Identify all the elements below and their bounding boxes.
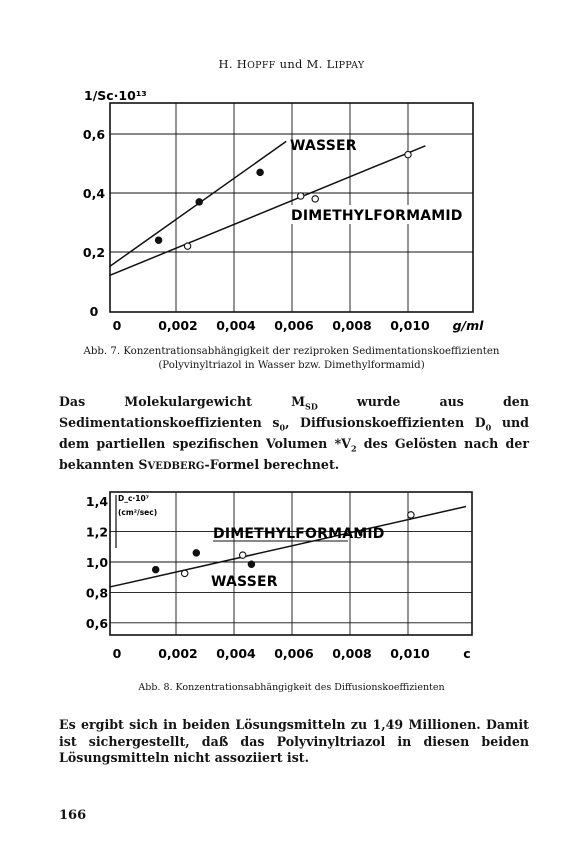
data-point-dimethylformamid — [312, 196, 318, 202]
data-point-wasser — [248, 561, 254, 567]
x-tick-label: 0,002 — [158, 646, 198, 661]
x-tick-label: 0,006 — [274, 646, 314, 661]
x-axis-label: c — [463, 646, 471, 661]
data-point-wasser — [193, 550, 199, 556]
y-axis-label: D_c·10⁷ — [118, 494, 149, 503]
paragraph-1: Das Molekulargewicht $M_{SD}$ wurde aus den Sedimentationskoeffizienten $s_0$, Diffusionskoeffizienten $D_0$ und dem partiellen spezifischen Volumen $*V_2$ des Gelösten nach der bekannten SVEDBERG-Formel berechnet. — [59, 394, 529, 473]
figure-7-caption-line2: (Polyvinyltriazol in Wasser bzw. Dimethylformamid) — [158, 360, 425, 371]
y-tick-label: 0,8 — [85, 585, 109, 601]
paragraph-2: Es ergibt sich in beiden Lösungsmitteln zu 1,49 Millionen. Damit ist sichergestellt, daß das Polyvinyltriazol in diesen beiden Lösungsmitteln nicht assoziiert ist. — [59, 717, 529, 766]
series-label-dimethylformamid: DIMETHYLFORMAMID — [291, 208, 463, 224]
y-tick-label: 1,4 — [85, 494, 109, 510]
x-tick-label: 0 — [112, 318, 122, 333]
figure-7-caption-line1: Abb. 7. Konzentrationsabhängigkeit der reziproken Sedimentationskoeffizienten — [83, 346, 500, 357]
y-tick-label: 1,2 — [85, 524, 109, 540]
y-axis-label: 1/Sc·10¹³ — [84, 88, 147, 103]
y-tick-label: 1,0 — [85, 555, 109, 570]
x-tick-label: 0,010 — [390, 646, 430, 661]
figure-8-plot — [86, 492, 472, 661]
x-tick-label: 0,008 — [332, 318, 372, 333]
x-tick-label: 0,004 — [216, 318, 256, 333]
data-point-wasser — [196, 199, 202, 205]
y-axis-unit: (cm²/sec) — [118, 508, 158, 517]
x-tick-label: 0,004 — [216, 646, 256, 661]
series-label-wasser: WASSER — [211, 574, 278, 590]
y-tick-label: 0,6 — [85, 615, 109, 631]
x-tick-label: 0 — [112, 646, 122, 661]
x-tick-label: 0,008 — [332, 646, 372, 661]
data-point-wasser — [257, 169, 263, 175]
page-number: 166 — [59, 808, 87, 823]
figure-8-caption: Abb. 8. Konzentrationsabhängigkeit des Diffusionskoeffizienten — [138, 682, 445, 693]
data-point-dimethylformamid — [408, 512, 414, 518]
data-point-wasser — [153, 566, 159, 572]
y-tick-label: 0,4 — [82, 186, 106, 201]
y-tick-label: 0,2 — [82, 245, 106, 260]
data-point-dimethylformamid — [184, 243, 190, 249]
x-tick-label: 0,006 — [274, 318, 314, 333]
data-point-dimethylformamid — [405, 151, 411, 157]
x-axis-label: g/ml — [452, 318, 484, 333]
series-label-dimethylformamid: DIMETHYLFORMAMID — [213, 526, 385, 542]
data-point-dimethylformamid — [240, 552, 246, 558]
series-label-wasser: WASSER — [290, 138, 357, 154]
running-header: H. HOPFF und M. LIPPAY — [218, 57, 365, 71]
data-point-wasser — [155, 237, 161, 243]
y-tick-label: 0,6 — [82, 127, 106, 142]
x-tick-label: 0,002 — [158, 318, 198, 333]
data-point-dimethylformamid — [298, 193, 304, 199]
x-tick-label: 0,010 — [390, 318, 430, 333]
y-tick-label: 0 — [89, 304, 99, 319]
figure-7-plot — [83, 88, 484, 333]
data-point-dimethylformamid — [182, 570, 188, 576]
